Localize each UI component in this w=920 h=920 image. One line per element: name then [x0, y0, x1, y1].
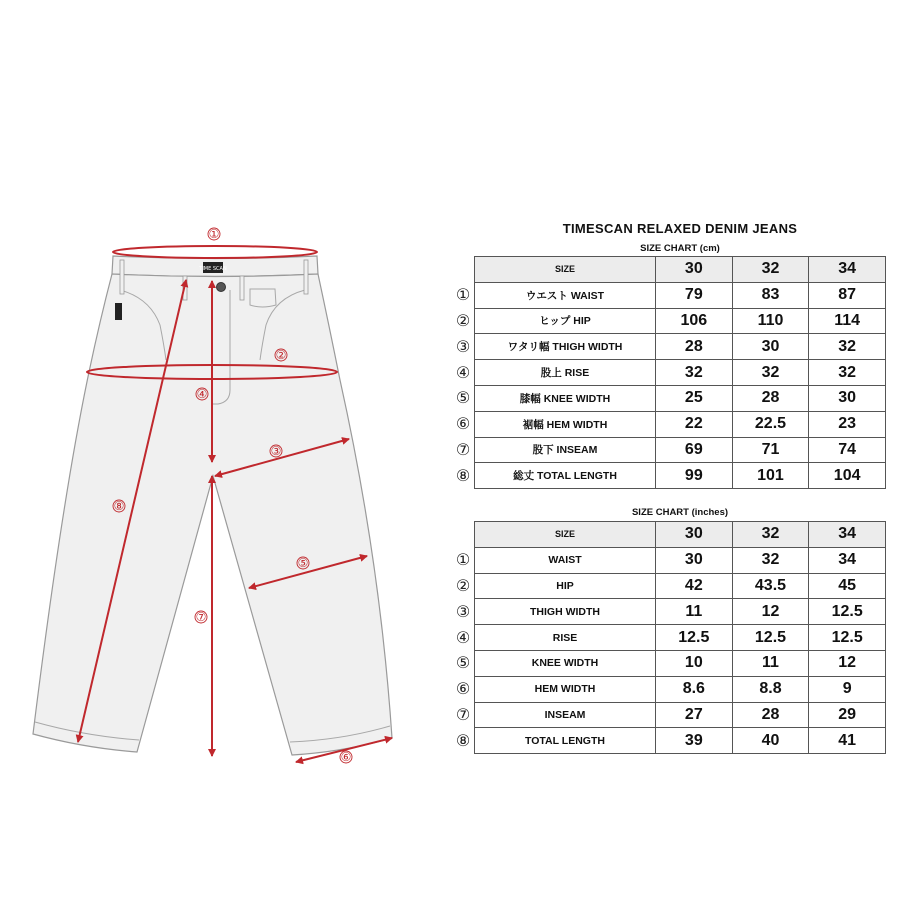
cell-value: 32 — [809, 360, 886, 386]
row-label: ヒップ HIP — [475, 308, 656, 334]
waist-button — [217, 283, 226, 292]
row-label: HEM WIDTH — [475, 676, 656, 702]
cm-row-markers — [452, 256, 474, 488]
marker-1-label: ① — [208, 227, 220, 241]
cell-value: 12 — [732, 599, 809, 625]
table-row — [475, 702, 886, 728]
cm-row-marker: ④ — [455, 362, 471, 382]
cell-value: 32 — [656, 360, 733, 386]
brand-tag-text: TIME SCAN — [199, 266, 227, 272]
table-row — [475, 676, 886, 702]
cell-value: 30 — [809, 385, 886, 411]
chart-title: TIMESCAN RELAXED DENIM JEANS — [562, 221, 798, 236]
row-label: ワタリ幅 THIGH WIDTH — [475, 334, 656, 360]
cell-value: 110 — [732, 308, 809, 334]
cell-value: 10 — [656, 650, 733, 676]
cell-value: 42 — [656, 573, 733, 599]
row-label: THIGH WIDTH — [475, 599, 656, 625]
inch-row-marker: ② — [455, 575, 471, 595]
table-row — [475, 334, 886, 360]
inch-row-markers — [452, 521, 474, 753]
size-column-header: 32 — [732, 257, 809, 283]
cell-value: 40 — [732, 728, 809, 754]
cm-row-marker: ① — [455, 285, 471, 305]
cell-value: 12 — [809, 650, 886, 676]
belt-loop-right — [304, 260, 308, 294]
waist-measure-line — [113, 246, 317, 258]
marker-2-label: ② — [275, 348, 287, 362]
table-row — [475, 411, 886, 437]
inch-row-marker: ⑤ — [455, 653, 471, 673]
cell-value: 30 — [656, 547, 733, 573]
inch-table-caption: SIZE CHART (inches) — [631, 507, 729, 518]
cell-value: 43.5 — [732, 573, 809, 599]
pants-diagram — [0, 0, 440, 920]
size-header-cell: SIZE — [475, 257, 656, 283]
row-label: 膝幅 KNEE WIDTH — [475, 385, 656, 411]
marker-8-label: ⑧ — [113, 499, 125, 513]
inch-size-table — [474, 521, 886, 754]
cell-value: 29 — [809, 702, 886, 728]
cell-value: 9 — [809, 676, 886, 702]
cell-value: 101 — [732, 463, 809, 489]
cell-value: 12.5 — [732, 625, 809, 651]
marker-7-label: ⑦ — [195, 610, 207, 624]
cell-value: 104 — [809, 463, 886, 489]
cell-value: 30 — [732, 334, 809, 360]
marker-3-label: ③ — [270, 444, 282, 458]
row-label: ウエスト WAIST — [475, 282, 656, 308]
row-label: RISE — [475, 625, 656, 651]
cell-value: 32 — [809, 334, 886, 360]
inch-row-marker: ③ — [455, 601, 471, 621]
cell-value: 32 — [732, 360, 809, 386]
cm-row-marker: ③ — [455, 336, 471, 356]
cell-value: 32 — [732, 547, 809, 573]
cell-value: 28 — [732, 385, 809, 411]
marker-5-label: ⑤ — [297, 556, 309, 570]
table-header-row — [475, 522, 886, 548]
table-row — [475, 385, 886, 411]
cell-value: 28 — [732, 702, 809, 728]
cell-value: 74 — [809, 437, 886, 463]
size-column-header: 32 — [732, 522, 809, 548]
cell-value: 106 — [656, 308, 733, 334]
cell-value: 23 — [809, 411, 886, 437]
cell-value: 27 — [656, 702, 733, 728]
cm-size-table — [474, 256, 886, 489]
cell-value: 22.5 — [732, 411, 809, 437]
row-label: TOTAL LENGTH — [475, 728, 656, 754]
cell-value: 39 — [656, 728, 733, 754]
cell-value: 28 — [656, 334, 733, 360]
cell-value: 12.5 — [809, 599, 886, 625]
cm-table-caption: SIZE CHART (cm) — [640, 243, 720, 254]
row-label: HIP — [475, 573, 656, 599]
cell-value: 25 — [656, 385, 733, 411]
table-row — [475, 308, 886, 334]
cell-value: 71 — [732, 437, 809, 463]
marker-4-label: ④ — [196, 387, 208, 401]
row-label: 股下 INSEAM — [475, 437, 656, 463]
table-row — [475, 463, 886, 489]
inch-row-marker: ⑥ — [455, 679, 471, 699]
cell-value: 41 — [809, 728, 886, 754]
size-column-header: 30 — [656, 257, 733, 283]
marker-6-label: ⑥ — [340, 750, 352, 764]
inch-row-marker: ⑦ — [455, 704, 471, 724]
cell-value: 11 — [656, 599, 733, 625]
cell-value: 83 — [732, 282, 809, 308]
table-row — [475, 728, 886, 754]
cell-value: 22 — [656, 411, 733, 437]
table-row — [475, 625, 886, 651]
row-label: KNEE WIDTH — [475, 650, 656, 676]
cell-value: 8.6 — [656, 676, 733, 702]
cm-row-marker: ⑤ — [455, 388, 471, 408]
row-label: INSEAM — [475, 702, 656, 728]
inch-row-marker: ④ — [455, 627, 471, 647]
cell-value: 11 — [732, 650, 809, 676]
row-label: WAIST — [475, 547, 656, 573]
cell-value: 69 — [656, 437, 733, 463]
cell-value: 114 — [809, 308, 886, 334]
cell-value: 87 — [809, 282, 886, 308]
size-header-cell: SIZE — [475, 522, 656, 548]
table-row — [475, 547, 886, 573]
cm-row-marker: ⑥ — [455, 414, 471, 434]
cell-value: 99 — [656, 463, 733, 489]
row-label: 股上 RISE — [475, 360, 656, 386]
size-column-header: 30 — [656, 522, 733, 548]
cell-value: 12.5 — [656, 625, 733, 651]
cm-row-marker: ② — [455, 310, 471, 330]
cell-value: 34 — [809, 547, 886, 573]
size-column-header: 34 — [809, 257, 886, 283]
cell-value: 45 — [809, 573, 886, 599]
side-label-tag — [115, 303, 122, 320]
belt-loop-center-right — [240, 276, 244, 300]
table-row — [475, 650, 886, 676]
cell-value: 79 — [656, 282, 733, 308]
table-row — [475, 599, 886, 625]
cell-value: 12.5 — [809, 625, 886, 651]
table-row — [475, 573, 886, 599]
table-row — [475, 437, 886, 463]
row-label: 裾幅 HEM WIDTH — [475, 411, 656, 437]
cm-row-marker: ⑧ — [455, 465, 471, 485]
table-header-row — [475, 257, 886, 283]
cell-value: 8.8 — [732, 676, 809, 702]
row-label: 総丈 TOTAL LENGTH — [475, 463, 656, 489]
inch-row-marker: ⑧ — [455, 730, 471, 750]
table-row — [475, 282, 886, 308]
size-column-header: 34 — [809, 522, 886, 548]
inch-row-marker: ① — [455, 550, 471, 570]
belt-loop-left — [120, 260, 124, 294]
table-row — [475, 360, 886, 386]
cm-row-marker: ⑦ — [455, 439, 471, 459]
